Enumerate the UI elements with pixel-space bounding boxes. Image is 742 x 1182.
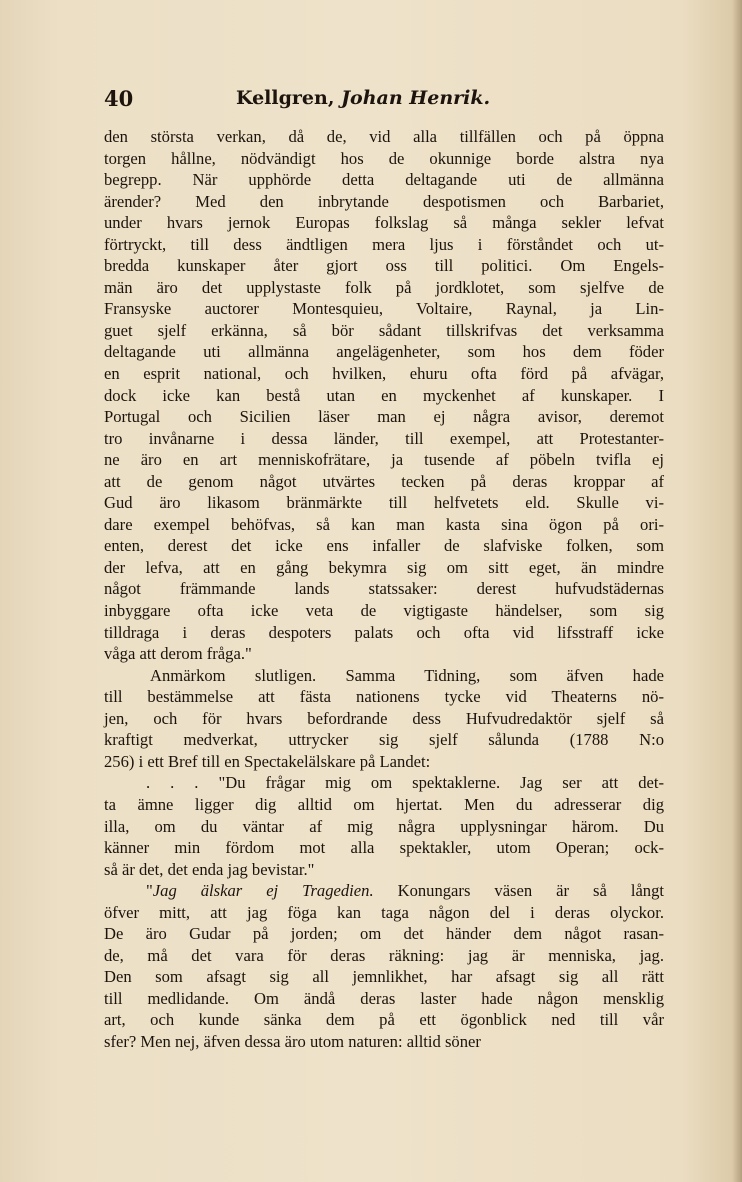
text-line: tro invånarne i dessa länder, till exempel, att Protestanter- [104,428,664,448]
text-line: deltagande uti allmänna angelägenheter, som hos dem föder [104,342,664,362]
text-line: Fransyske auctorer Montesquieu, Voltaire, Raynal, ja Lin- [104,299,664,319]
running-head-surname: Kellgren, [236,87,335,109]
quoted-title: Jag älskar ej Tragedien. [152,881,374,901]
text-line: guet sjelf erkänna, så bör sådant tillskrifvas det verksamma [104,320,664,340]
text-line: jen, och för hvars befordrande dess Hufvudredaktör sjelf så [104,708,664,728]
text-line: enten, derest det icke ens infaller de slafviske folken, som [104,536,664,556]
text-line: så är det, det enda jag bevistar." [104,859,315,879]
text-line: begrepp. När upphörde detta deltagande uti de allmänna [104,170,664,190]
text-line: bredda kunskaper åter gjort oss till politici. Om Engels- [104,256,664,276]
text-line: ta ämne ligger dig alltid om hjertat. Men du adresserar dig [104,794,664,814]
text-line: der lefva, att en gång bekymra sig om sitt eget, än mindre [104,557,664,577]
text-line: förtryckt, till dess ändtligen mera ljus i förståndet och ut- [104,234,664,254]
text-line: illa, om du väntar af mig några upplysningar härom. Du [104,816,664,836]
text-line: ärender? Med den inbrytande despotismen och Barbariet, [104,191,664,211]
text-line: art, och kunde sänka dem på ett ögonblick ned till vår [104,1010,664,1030]
text-line: Gud äro likasom bränmärkte till helfvetets eld. Skulle vi- [104,493,664,513]
text-line: känner min fördom mot alla spektakler, utom Operan; ock- [104,838,664,858]
text-line: till bestämmelse att fästa nationens tycke vid Theaterns nö- [104,687,664,707]
text-line: en esprit national, och hvilken, ehuru ofta förd på afvägar, [104,364,664,384]
text-line: män äro det upplystaste folk på jordklotet, som sjelfve de [104,277,664,297]
text-line: kraftigt medverkat, uttrycker sig sjelf sålunda (1788 N:o [104,730,664,750]
text-line: under hvars jernok Europas folkslag så många sekler lefvat [104,213,664,233]
text-line: tilldraga i deras despoters palats och ofta vid lifsstraff icke [104,622,664,642]
text-line: sfer? Men nej, äfven dessa äro utom naturen: alltid söner [104,1031,481,1051]
text-line: torgen hållne, nödvändigt hos de okunnige borde alstra nya [104,148,664,168]
text-line: Portugal och Sicilien läser man ej några avisor, deremot [104,407,664,427]
page-edge-shadow [732,0,742,1182]
text-line: något främmande lands statssaker: derest hufvudstädernas [104,579,664,599]
text-line: inbyggare ofta icke veta de vigtigaste händelser, som sig [104,601,664,621]
text-line: De äro Gudar på jorden; om det händer dem något rasan- [104,924,664,944]
text-line: våga att derom fråga." [104,644,252,664]
text-line: dock icke kan bestå utan en myckenhet af kunskaper. I [104,385,664,405]
page-number: 40 [104,86,134,111]
text-line: de, må det vara för deras räkning: jag är menniska, jag. [104,945,664,965]
text-line: att de genom något utvärtes tecken på deras kroppar af [104,471,664,491]
text-line: 256) i ett Bref till en Spectakelälskare på Landet: [104,751,431,771]
text-line: Anmärkom slutligen. Samma Tidning, som äfven hade [150,665,664,685]
body-text [104,126,664,1053]
text-line: den största verkan, då de, vid alla tillfällen och på öppna [104,127,664,146]
text-line: öfver mitt, att jag föga kan taga någon del i deras olyckor. [104,902,664,922]
text-line: till medlidande. Om ändå deras laster hade någon mensklig [104,988,664,1008]
running-head [236,87,490,109]
text-line: ne äro en art menniskofrätare, ja tusende af pöbeln tvifla ej [104,450,664,470]
text-line: "Jag älskar ej Tragedien. Konungars väsen är så långt [146,881,665,901]
text-line: . . . "Du frågar mig om spektaklerne. Jag ser att det- [146,773,664,793]
page-header [104,86,532,116]
running-head-name: Johan Henrik. [341,87,491,109]
text-line: Den som afsagt sig all jemnlikhet, har afsagt sig all rätt [104,967,664,987]
text-line: dare exempel behöfvas, så kan man kasta sina ögon på ori- [104,514,664,534]
